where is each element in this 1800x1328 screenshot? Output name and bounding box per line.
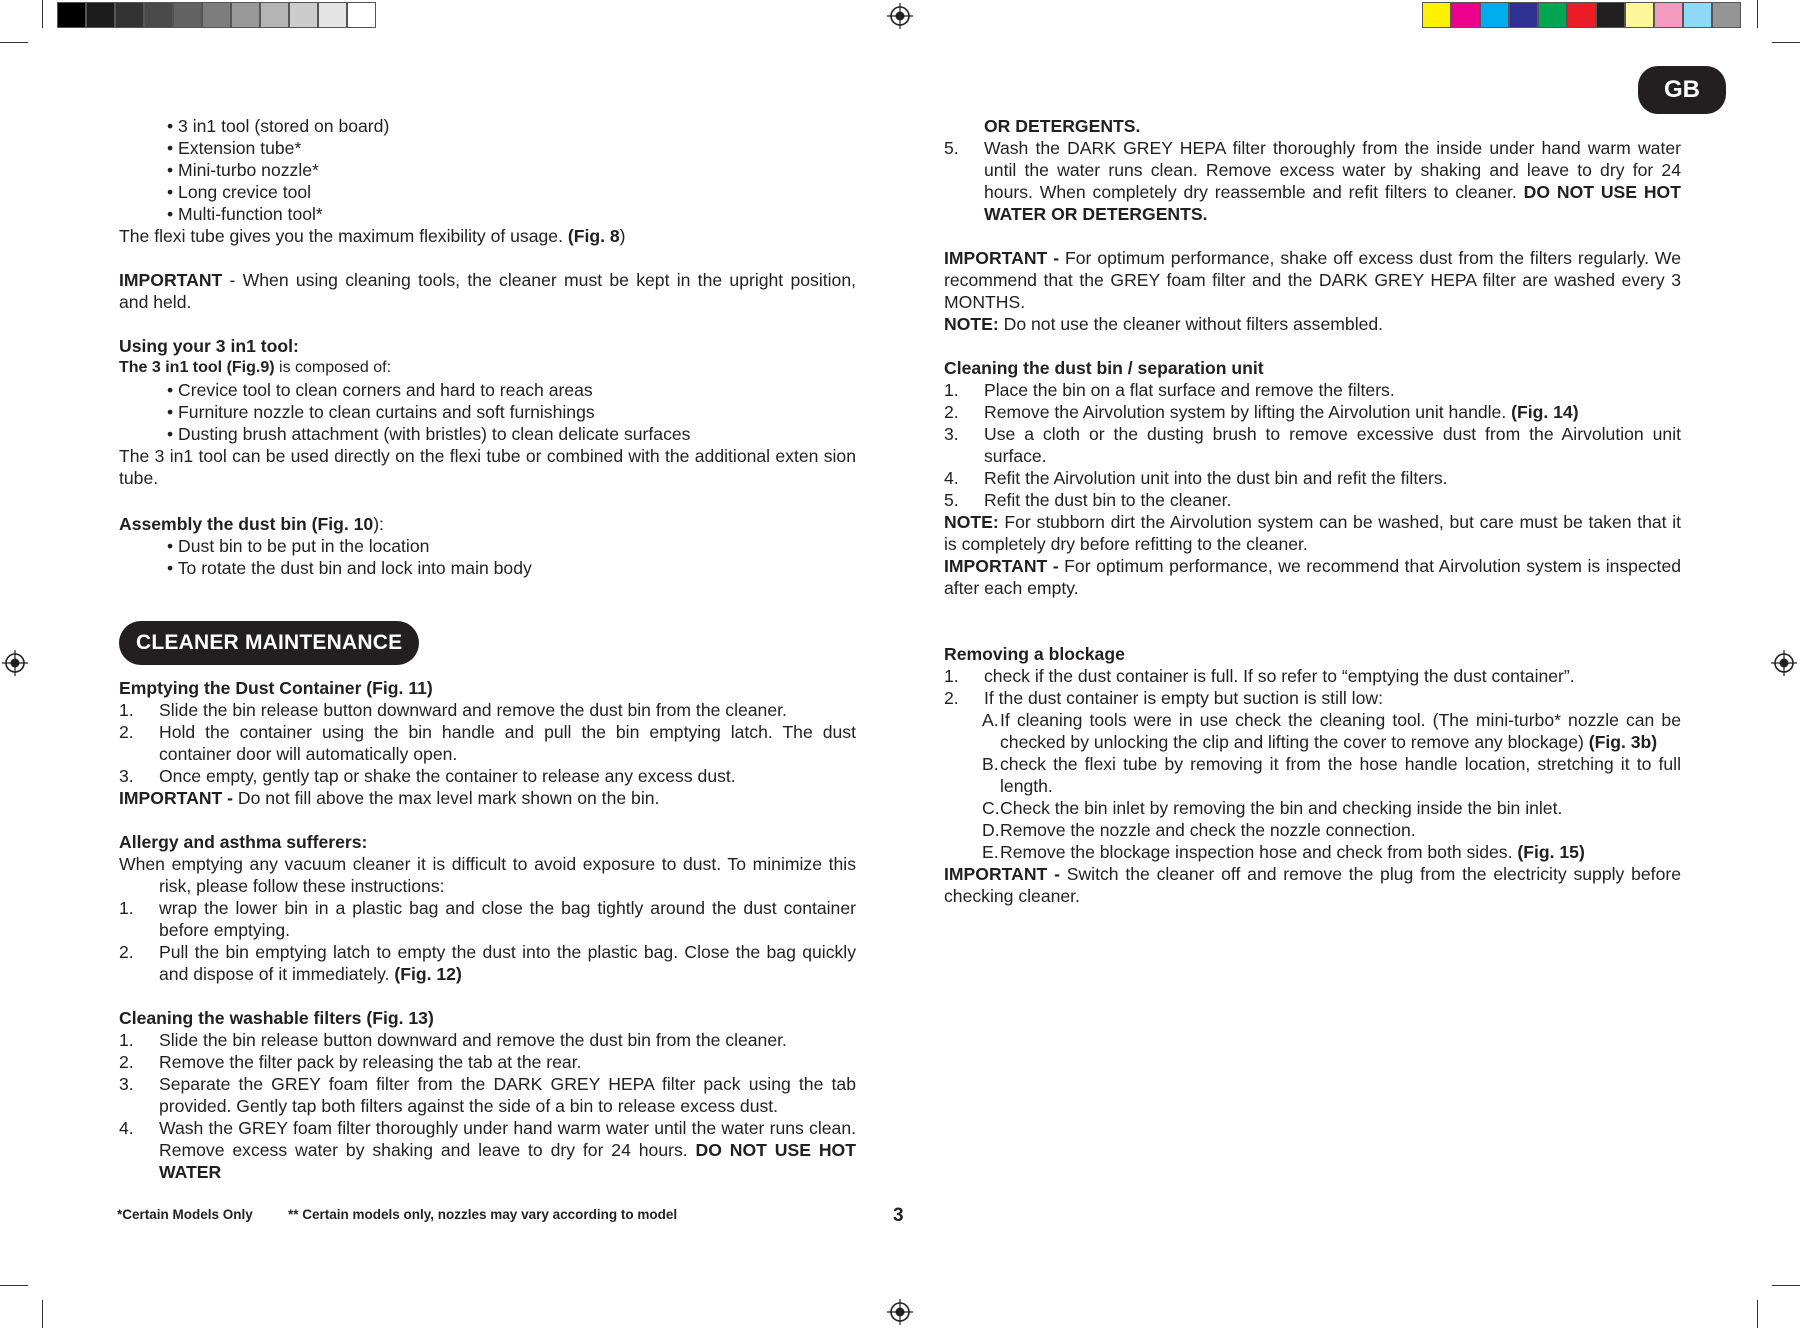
list-item: • Dust bin to be put in the location [167, 536, 430, 556]
note: NOTE: Do not use the cleaner without filters assembled. [944, 314, 1384, 334]
list-item: 4. Refit the Airvolution unit into the dust bin and refit the filters. [944, 468, 1448, 488]
sub-item: C. Check the bin inlet by removing the bin and checking inside the bin inlet. [982, 798, 1563, 818]
section-heading: Removing a blockage [944, 644, 1125, 664]
paragraph: The 3 in1 tool can be used directly on the flexi tube or combined with the additional exten sion tube. [119, 446, 856, 488]
footnote-nozzles: ** Certain models only, nozzles may vary according to model [288, 1207, 678, 1222]
paragraph: When emptying any vacuum cleaner it is difficult to avoid exposure to dust. To minimize this risk, please follow these instructions: [119, 854, 856, 896]
color-swatch [202, 2, 231, 28]
list-item: • Extension tube* [167, 138, 302, 158]
list-item: 3. Separate the GREY foam filter from the DARK GREY HEPA filter pack using the tab provided. Gently tap both filters against the side of a bin to release excess dust. [119, 1074, 856, 1116]
sub-item: D. Remove the nozzle and check the nozzle connection. [982, 820, 1416, 840]
list-item: 1. check if the dust container is full. If so refer to “emptying the dust container”. [944, 666, 1575, 686]
color-swatch [1480, 2, 1509, 28]
list-item: 4. Wash the GREY foam filter thoroughly under hand warm water until the water runs clean. Remove excess water by shaking and leave to dry for 24 hours. DO NOT USE HOT WATER [119, 1118, 856, 1182]
list-item: 5. Refit the dust bin to the cleaner. [944, 490, 1232, 510]
list-item: • Mini-turbo nozzle* [167, 160, 319, 180]
list-item: 1. Slide the bin release button downward and remove the dust bin from the cleaner. [119, 1030, 787, 1050]
important-note: IMPORTANT - For optimum performance, shake off excess dust from the filters regularly. We recommend that the GREY foam filter and the DARK GREY HEPA filter are washed every 3 MONTHS. [944, 248, 1681, 312]
list-item: 5. Wash the DARK GREY HEPA filter thoroughly from the inside under hand warm water until the water runs clean. Remove excess water by shaking and leave to dry for 24 hours. When completely dry reassemble and refit filters to cleaner. DO NOT USE HOT WATER OR DETERGENTS. [944, 138, 1681, 224]
section-heading: Assembly the dust bin (Fig. 10): [119, 514, 384, 534]
footnote-certain-models: *Certain Models Only [117, 1207, 253, 1222]
list-item: 2. Hold the container using the bin handle and pull the bin emptying latch. The dust container door will automatically open. [119, 722, 856, 764]
color-swatch [347, 2, 376, 28]
list-item: • Furniture nozzle to clean curtains and soft furnishings [167, 402, 595, 422]
list-item: • Multi-function tool* [167, 204, 323, 224]
sub-item: B. check the flexi tube by removing it from the hose handle location, stretching it to full length. [982, 754, 1681, 796]
list-item: 1. wrap the lower bin in a plastic bag and close the bag tightly around the dust container before emptying. [119, 898, 856, 940]
important-note: IMPORTANT - Do not fill above the max level mark shown on the bin. [119, 788, 660, 808]
color-swatch [1683, 2, 1712, 28]
section-heading: Cleaning the washable filters (Fig. 13) [119, 1008, 434, 1028]
sub-item: A. If cleaning tools were in use check the cleaning tool. (The mini-turbo* nozzle can be checked by unlocking the clip and lifting the cover to remove any blockage) (Fig. 3b) [982, 710, 1681, 752]
color-swatch [1654, 2, 1683, 28]
list-item: • To rotate the dust bin and lock into main body [167, 558, 532, 578]
section-heading: Using your 3 in1 tool: [119, 336, 299, 356]
crop-mark [0, 1285, 28, 1286]
left-column [119, 115, 856, 1183]
color-swatch [57, 2, 86, 28]
note: NOTE: For stubborn dirt the Airvolution system can be washed, but care must be taken that it is completely dry before refitting to the cleaner. [944, 512, 1681, 554]
section-heading: Cleaning the dust bin / separation unit [944, 358, 1264, 378]
color-swatch [1422, 2, 1451, 28]
color-swatch [1567, 2, 1596, 28]
color-swatch [260, 2, 289, 28]
list-item: 2. Remove the filter pack by releasing the tab at the rear. [119, 1052, 582, 1072]
color-swatch [1625, 2, 1654, 28]
color-swatch [318, 2, 347, 28]
list-item: 2. Pull the bin emptying latch to empty the dust into the plastic bag. Close the bag quickly and dispose of it immediately. (Fig. 12) [119, 942, 856, 984]
registration-mark-icon [887, 1299, 913, 1325]
color-swatch [1712, 2, 1741, 28]
language-badge: GB [1638, 66, 1726, 114]
color-swatch [1538, 2, 1567, 28]
color-swatch [1451, 2, 1480, 28]
list-item: • 3 in1 tool (stored on board) [167, 116, 390, 136]
list-item: • Dusting brush attachment (with bristles) to clean delicate surfaces [167, 424, 691, 444]
color-swatch [289, 2, 318, 28]
list-item: 1. Slide the bin release button downward and remove the dust bin from the cleaner. [119, 700, 787, 720]
crop-mark [1772, 1285, 1800, 1286]
color-swatch [231, 2, 260, 28]
section-heading: Allergy and asthma sufferers: [119, 832, 368, 852]
list-item: 3. Use a cloth or the dusting brush to remove excessive dust from the Airvolution unit surface. [944, 424, 1681, 466]
right-column [944, 115, 1681, 907]
important-note: IMPORTANT - When using cleaning tools, the cleaner must be kept in the upright position, and held. [119, 270, 856, 312]
crop-mark [42, 0, 43, 28]
color-swatch [86, 2, 115, 28]
color-swatch [173, 2, 202, 28]
list-item: 2. Remove the Airvolution system by lifting the Airvolution unit handle. (Fig. 14) [944, 402, 1579, 422]
important-note: IMPORTANT - Switch the cleaner off and remove the plug from the electricity supply before checking cleaner. [944, 864, 1681, 906]
flexi-paragraph: The flexi tube gives you the maximum flexibility of usage. (Fig. 8) [119, 226, 626, 246]
continued-text: OR DETERGENTS. [984, 116, 1141, 136]
tool-list [119, 115, 856, 225]
registration-mark-icon [887, 3, 913, 29]
color-swatch [144, 2, 173, 28]
crop-mark [1757, 0, 1758, 28]
registration-mark-icon [1771, 650, 1797, 676]
color-swatch [115, 2, 144, 28]
color-swatch [1509, 2, 1538, 28]
section-heading: Emptying the Dust Container (Fig. 11) [119, 678, 433, 698]
list-item: 2. If the dust container is empty but suction is still low: [944, 688, 1383, 708]
sub-item: E. Remove the blockage inspection hose and check from both sides. (Fig. 15) [982, 842, 1585, 862]
list-item: • Long crevice tool [167, 182, 312, 202]
registration-mark-icon [2, 650, 28, 676]
crop-mark [1772, 42, 1800, 43]
list-item: 3. Once empty, gently tap or shake the container to release any excess dust. [119, 766, 736, 786]
list-item: • Crevice tool to clean corners and hard to reach areas [167, 380, 593, 400]
crop-mark [0, 42, 28, 43]
list-item: 1. Place the bin on a flat surface and remove the filters. [944, 380, 1395, 400]
crop-mark [42, 1300, 43, 1328]
important-note: IMPORTANT - For optimum performance, we recommend that Airvolution system is inspected after each empty. [944, 556, 1682, 598]
page-number: 3 [893, 1205, 904, 1226]
cleaner-maintenance-heading: CLEANER MAINTENANCE [119, 621, 419, 665]
composed-line: The 3 in1 tool (Fig.9) is composed of: [119, 359, 392, 376]
color-swatch [1596, 2, 1625, 28]
crop-mark [1757, 1300, 1758, 1328]
